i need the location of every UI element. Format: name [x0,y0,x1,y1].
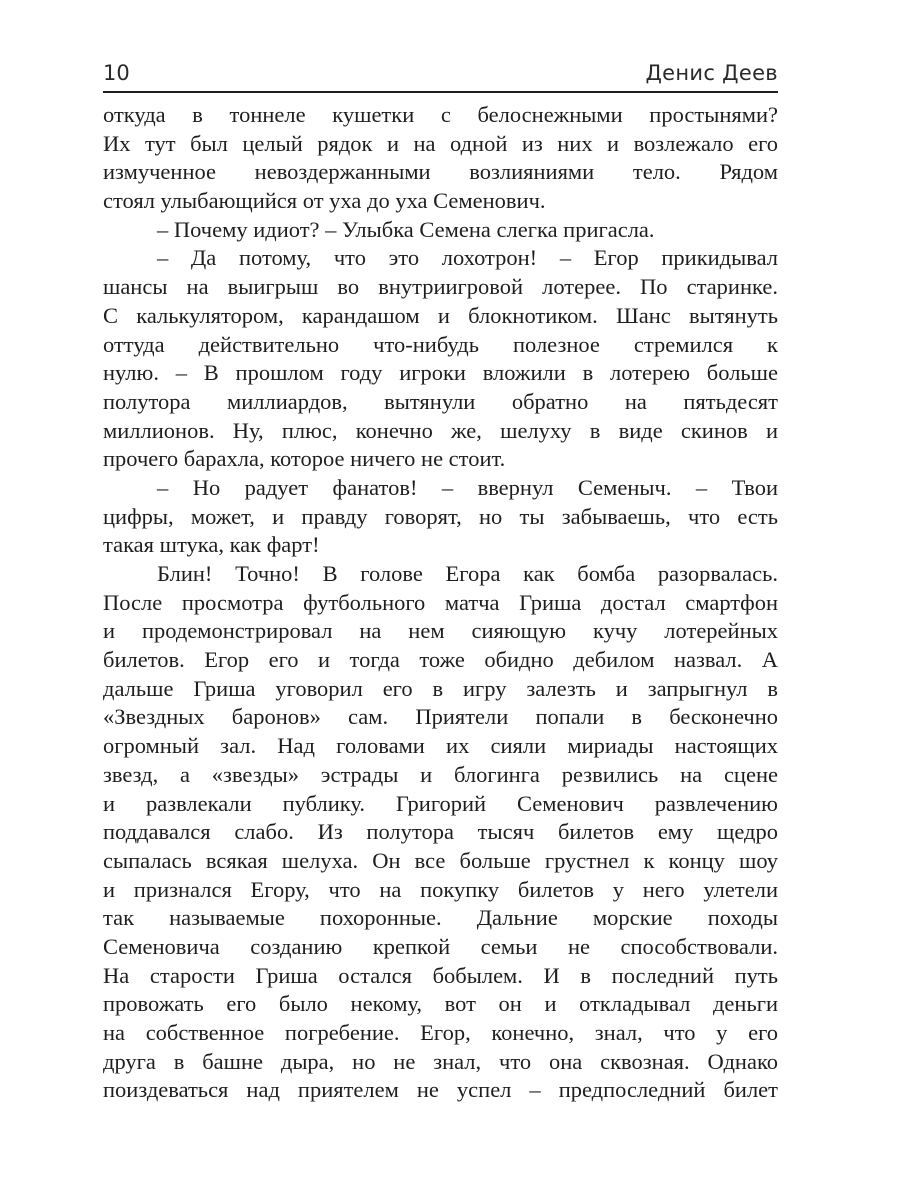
text-line: и признался Егору, что на покупку билетов у него улетели [103,876,778,902]
text-line: так называемые похоронные. Дальние морские походы [103,905,778,931]
text-line: откуда в тоннеле кушетки с белоснежными простынями? [103,102,778,127]
author-name: Денис Деев [645,61,778,85]
text-line: Их тут был целый рядок и на одной из них и возлежало его [103,130,778,156]
page-number: 10 [103,61,130,85]
running-head [103,58,778,88]
text-line: «Звездных баронов» сам. Приятели попали в бесконечно [103,704,778,730]
text-line: прочего барахла, которое ничего не стоит. [103,446,506,472]
body-text [103,101,778,1105]
text-line: полутора миллиардов, вытянули обратно на пятьдесят [103,388,778,414]
text-line: – Почему идиот? – Улыбка Семена слегка пригасла. [157,216,655,242]
text-line: нулю. – В прошлом году игроки вложили в лотерею больше [103,360,778,386]
text-line: Семеновича созданию крепкой семьи не способствовали. [103,933,778,959]
text-line: Блин! Точно! В голове Егора как бомба разорвалась. [157,561,778,586]
text-line: на собственное погребение. Егор, конечно, знал, что у его [103,1020,778,1045]
text-line: поиздеваться над приятелем не успел – предпоследний билет [103,1077,778,1103]
text-line: огромный зал. Над головами их сияли мириады настоящих [103,733,778,759]
text-line: – Да потому, что это лохотрон! – Егор прикидывал [157,245,778,271]
text-line: измученное невоздержанными возлияниями тело. Рядом [103,159,778,185]
text-line: стоял улыбающийся от уха до уха Семенович. [103,188,546,214]
header-rule [103,91,778,93]
text-line: провожать его было некому, вот он и откладывал деньги [103,991,778,1017]
text-line: такая штука, как фарт! [103,532,320,558]
text-line: сыпалась всякая шелуха. Он все больше грустнел к концу шоу [103,847,778,873]
text-line: поддавался слабо. Из полутора тысяч билетов ему щедро [103,819,778,845]
text-line: На старости Гриша остался бобылем. И в последний путь [103,962,778,988]
text-line: дальше Гриша уговорил его в игру залезть и запрыгнул в [103,675,778,701]
text-line: После просмотра футбольного матча Гриша достал смартфон [103,589,778,615]
text-line: звезд, а «звезды» эстрады и блогинга резвились на сцене [103,761,778,787]
text-line: билетов. Егор его и тогда тоже обидно дебилом назвал. А [103,647,778,673]
text-line: и развлекали публику. Григорий Семенович развлечению [103,790,778,816]
text-line: друга в башне дыра, но не знал, что она сквозная. Однако [103,1048,778,1074]
text-line: оттуда действительно что-нибудь полезное стремился к [103,331,778,357]
text-line: – Но радует фанатов! – ввернул Семеныч. – Твои [157,474,778,500]
text-line: и продемонстрировал на нем сияющую кучу лотерейных [103,618,778,644]
text-line: шансы на выигрыш во внутриигровой лотерее. По старинке. [103,274,778,300]
text-line: С калькулятором, карандашом и блокнотиком. Шанс вытянуть [103,302,778,328]
text-line: миллионов. Ну, плюс, конечно же, шелуху в виде скинов и [103,417,778,443]
text-line: цифры, может, и правду говорят, но ты забываешь, что есть [103,503,778,529]
